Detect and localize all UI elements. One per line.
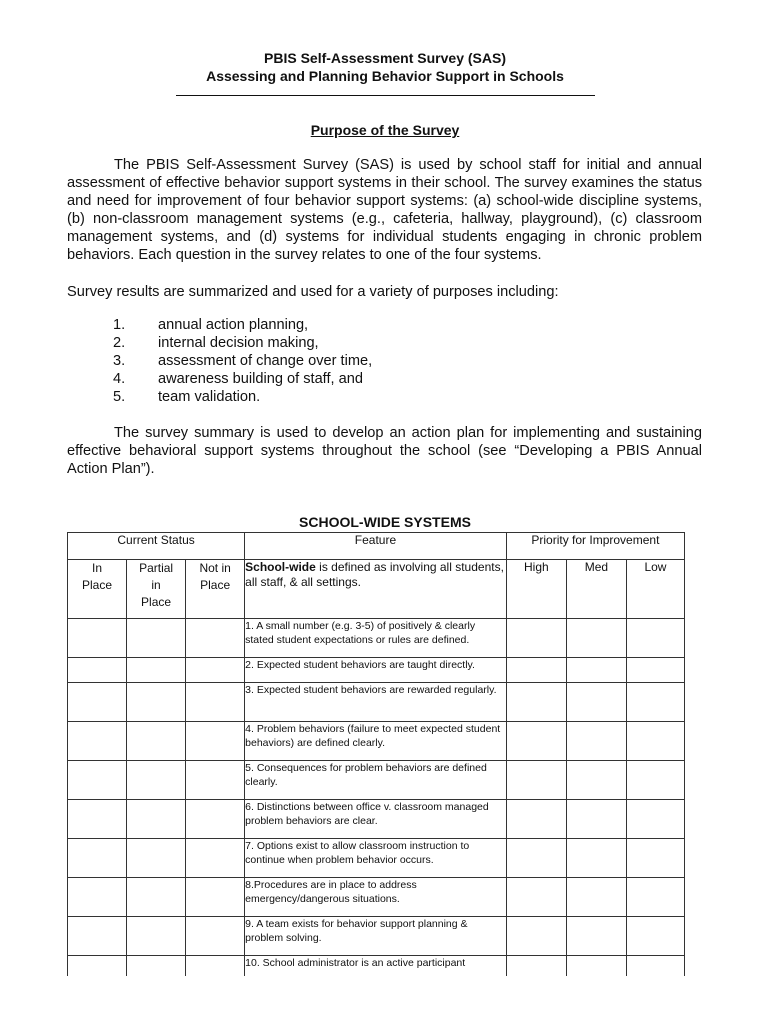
title-divider (176, 95, 595, 96)
priority-med-cell[interactable] (566, 658, 626, 683)
priority-low-cell[interactable] (626, 619, 684, 658)
list-item (113, 352, 372, 370)
status-in-place-label: In (92, 561, 103, 575)
status-in-place-label: Place (82, 578, 113, 592)
list-item (113, 370, 372, 388)
status-not-in-place-cell[interactable] (186, 956, 245, 977)
status-partial-header (127, 560, 186, 619)
purpose-list (113, 316, 372, 406)
priority-header: Priority for Improvement (506, 533, 684, 560)
table-row (68, 683, 685, 722)
table-row (68, 839, 685, 878)
feature-item: 5. Consequences for problem behaviors are defined clearly. (245, 761, 507, 800)
status-partial-cell[interactable] (127, 722, 186, 761)
status-not-in-place-cell[interactable] (186, 839, 245, 878)
status-not-in-place-cell[interactable] (186, 619, 245, 658)
priority-low-cell[interactable] (626, 878, 684, 917)
priority-high-cell[interactable] (506, 839, 566, 878)
priority-low-cell[interactable] (626, 917, 684, 956)
table-row (68, 956, 685, 977)
status-partial-cell[interactable] (127, 917, 186, 956)
list-item (113, 334, 372, 352)
priority-med-cell[interactable] (566, 722, 626, 761)
list-item-number: 5. (113, 389, 126, 405)
status-not-in-place-cell[interactable] (186, 683, 245, 722)
priority-low-cell[interactable] (626, 761, 684, 800)
status-partial-cell[interactable] (127, 761, 186, 800)
status-in-place-cell[interactable] (68, 878, 127, 917)
status-partial-cell[interactable] (127, 658, 186, 683)
current-status-header: Current Status (68, 533, 245, 560)
status-partial-cell[interactable] (127, 683, 186, 722)
priority-med-cell[interactable] (566, 956, 626, 977)
status-not-in-place-label: Place (200, 578, 231, 592)
priority-low-cell[interactable] (626, 683, 684, 722)
priority-high-cell[interactable] (506, 917, 566, 956)
priority-high-cell[interactable] (506, 878, 566, 917)
feature-definition-bold: School-wide (245, 560, 316, 574)
status-not-in-place-label: Not in (199, 561, 231, 575)
table-row (68, 878, 685, 917)
list-item (113, 316, 372, 334)
list-item-text: assessment of change over time, (158, 353, 373, 369)
status-not-in-place-cell[interactable] (186, 917, 245, 956)
status-in-place-cell[interactable] (68, 683, 127, 722)
priority-low-cell[interactable] (626, 839, 684, 878)
status-in-place-cell[interactable] (68, 761, 127, 800)
priority-med-cell[interactable] (566, 800, 626, 839)
feature-item: 4. Problem behaviors (failure to meet expected student behaviors) are defined clearly. (245, 722, 507, 761)
priority-low-cell[interactable] (626, 722, 684, 761)
table-row (68, 722, 685, 761)
status-not-in-place-header (186, 560, 245, 619)
feature-item: 8.Procedures are in place to address emergency/dangerous situations. (245, 878, 507, 917)
status-partial-cell[interactable] (127, 956, 186, 977)
purpose-heading: Purpose of the Survey (310, 122, 460, 138)
priority-high-cell[interactable] (506, 619, 566, 658)
table-row (68, 619, 685, 658)
status-not-in-place-cell[interactable] (186, 658, 245, 683)
feature-item: 7. Options exist to allow classroom instruction to continue when problem behavior occurs. (245, 839, 507, 878)
priority-low-cell[interactable] (626, 800, 684, 839)
priority-low-cell[interactable] (626, 658, 684, 683)
feature-definition-text: is defined as involving all students, all staff, & all settings. (245, 560, 504, 589)
priority-high-cell[interactable] (506, 683, 566, 722)
table-row (68, 917, 685, 956)
status-partial-label: Place (141, 595, 172, 609)
list-item-number: 1. (113, 317, 126, 333)
list-item-text: annual action planning, (158, 317, 309, 333)
status-not-in-place-cell[interactable] (186, 800, 245, 839)
status-not-in-place-cell[interactable] (186, 722, 245, 761)
table-row (68, 658, 685, 683)
priority-med-cell[interactable] (566, 917, 626, 956)
feature-item: 9. A team exists for behavior support planning & problem solving. (245, 917, 507, 956)
feature-item: 6. Distinctions between office v. classroom managed problem behaviors are clear. (245, 800, 507, 839)
section-title: SCHOOL-WIDE SYSTEMS (299, 514, 471, 530)
list-item-text: internal decision making, (158, 335, 319, 351)
list-item-text: team validation. (158, 389, 261, 405)
priority-high-header: High (506, 560, 566, 619)
table-sub-header (68, 560, 685, 619)
priority-high-cell[interactable] (506, 761, 566, 800)
status-in-place-cell[interactable] (68, 722, 127, 761)
status-in-place-cell[interactable] (68, 619, 127, 658)
status-in-place-cell[interactable] (68, 917, 127, 956)
status-in-place-cell[interactable] (68, 800, 127, 839)
priority-high-cell[interactable] (506, 956, 566, 977)
priority-low-header: Low (626, 560, 684, 619)
page-title: PBIS Self-Assessment Survey (SAS) (264, 50, 506, 66)
priority-med-cell[interactable] (566, 839, 626, 878)
priority-high-cell[interactable] (506, 800, 566, 839)
purpose-paragraph-2: Survey results are summarized and used for a variety of purposes including: (67, 284, 559, 300)
purpose-paragraph-1: The PBIS Self-Assessment Survey (SAS) is used by school staff for initial and annual assessment of effective behavior support systems in their school. The survey examines the status and need for improvement of four behavior support systems: (a) school-wide discipline systems, (b) non-classroom management systems (e.g., cafeteria, hallway, playground), (c) classroom management systems, and (d) systems for individual students engaging in chronic problem behaviors. Each question in the survey relates to one of the four systems. (67, 157, 702, 263)
feature-item: 3. Expected student behaviors are rewarded regularly. (245, 683, 507, 722)
feature-header: Feature (245, 533, 507, 560)
priority-med-cell[interactable] (566, 761, 626, 800)
feature-item: 2. Expected student behaviors are taught directly. (245, 658, 507, 683)
feature-definition (245, 560, 507, 619)
list-item-number: 4. (113, 371, 126, 387)
table-row (68, 761, 685, 800)
survey-table (67, 532, 685, 976)
priority-med-header: Med (566, 560, 626, 619)
priority-med-cell[interactable] (566, 683, 626, 722)
page-subtitle: Assessing and Planning Behavior Support in Schools (206, 68, 564, 84)
list-item-number: 2. (113, 335, 126, 351)
feature-item: 1. A small number (e.g. 3-5) of positively & clearly stated student expectations or rules are defined. (245, 619, 507, 658)
status-not-in-place-cell[interactable] (186, 878, 245, 917)
status-partial-label: Partial (139, 561, 174, 575)
priority-med-cell[interactable] (566, 619, 626, 658)
table-group-header (68, 533, 685, 560)
priority-med-cell[interactable] (566, 878, 626, 917)
status-partial-cell[interactable] (127, 839, 186, 878)
priority-high-cell[interactable] (506, 658, 566, 683)
status-in-place-cell[interactable] (68, 839, 127, 878)
status-not-in-place-cell[interactable] (186, 761, 245, 800)
status-partial-cell[interactable] (127, 878, 186, 917)
table-row (68, 800, 685, 839)
status-in-place-cell[interactable] (68, 956, 127, 977)
status-partial-cell[interactable] (127, 619, 186, 658)
status-partial-label: in (151, 578, 161, 592)
list-item-number: 3. (113, 353, 126, 369)
status-partial-cell[interactable] (127, 800, 186, 839)
status-in-place-header (68, 560, 127, 619)
list-item (113, 388, 372, 406)
status-in-place-cell[interactable] (68, 658, 127, 683)
list-item-text: awareness building of staff, and (158, 371, 363, 387)
feature-item: 10. School administrator is an active participant (245, 956, 507, 977)
priority-low-cell[interactable] (626, 956, 684, 977)
purpose-paragraph-3: The survey summary is used to develop an action plan for implementing and sustaining effective behavioral support systems throughout the school (see “Developing a PBIS Annual Action Plan”). (67, 425, 702, 477)
priority-high-cell[interactable] (506, 722, 566, 761)
